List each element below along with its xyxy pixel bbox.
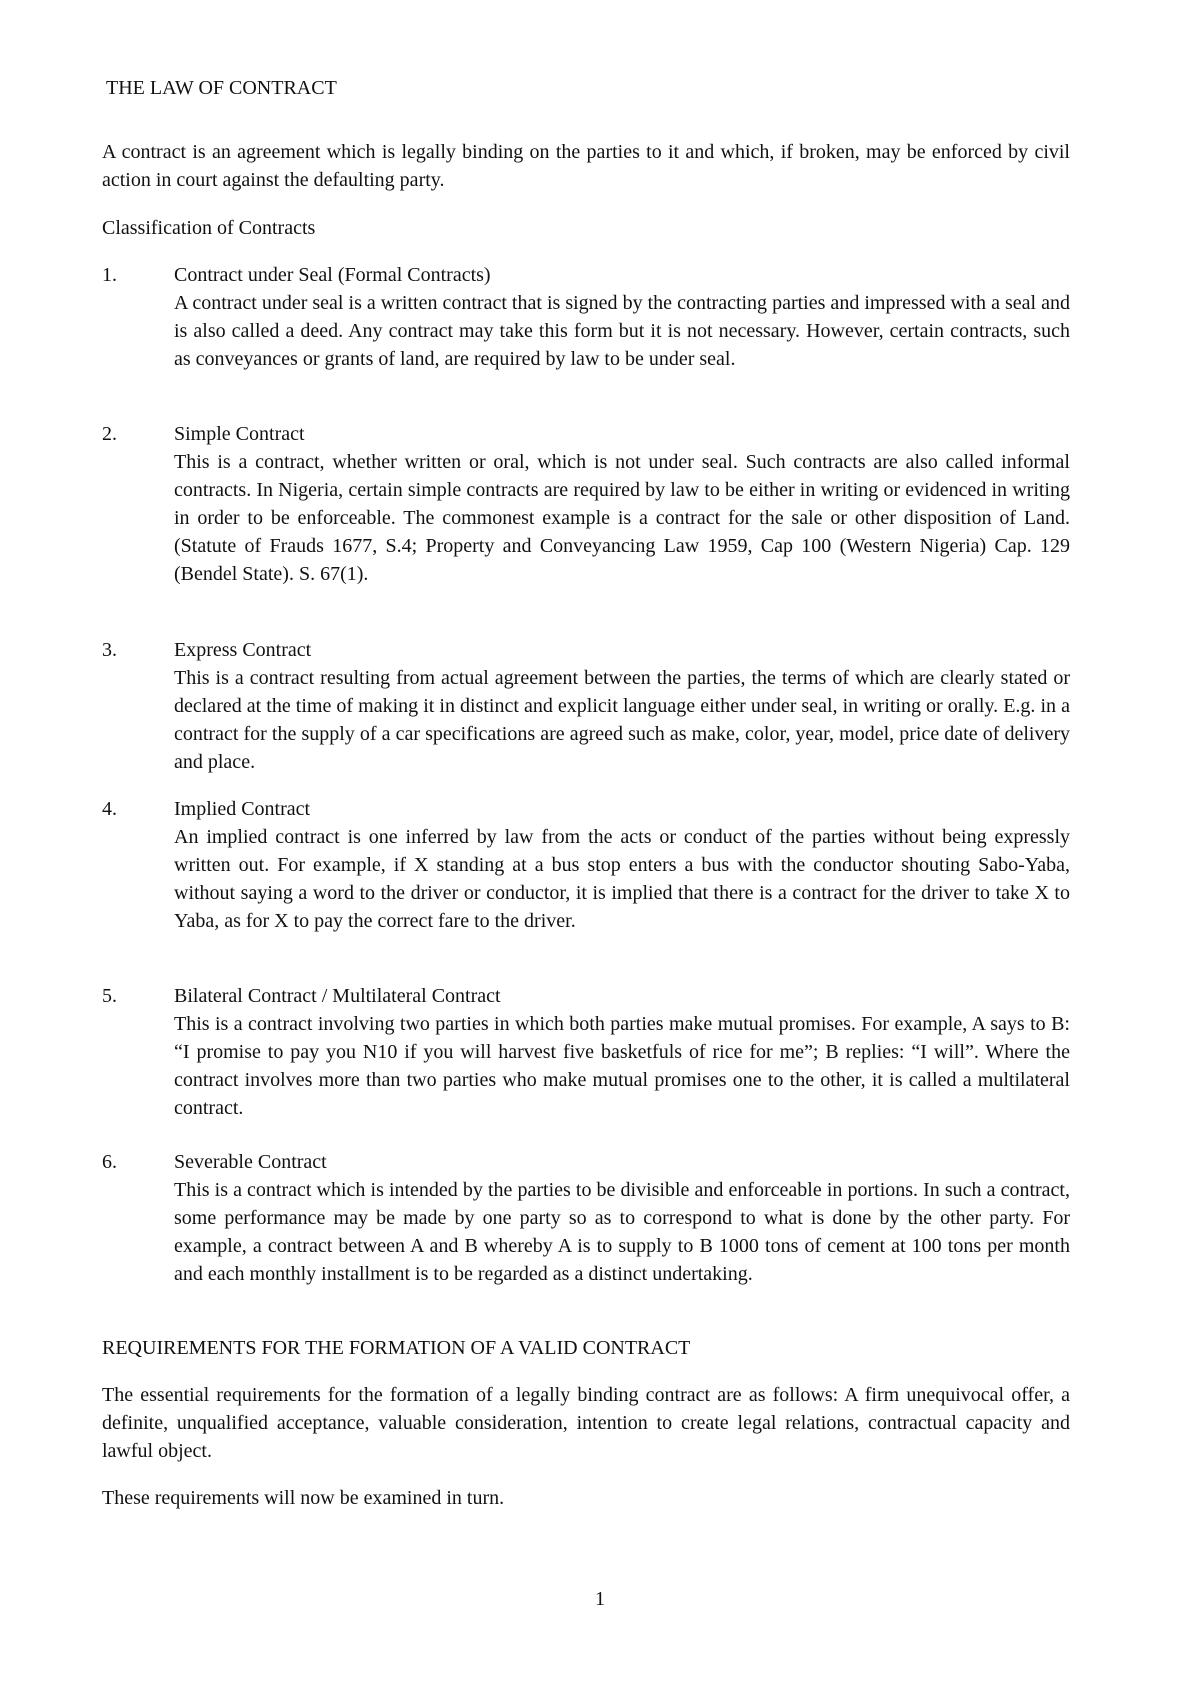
page-number: 1 xyxy=(595,1588,605,1610)
closing-paragraph: These requirements will now be examined in turn. xyxy=(102,1487,505,1509)
item-number: 4. xyxy=(102,798,117,820)
item-body: A contract under seal is a written contract that is signed by the contracting parties and impressed with a seal and is also called a deed. Any contract may take this form but it is not necessary. However, certain contracts, such as conveyances or grants of land, are required by law to be under seal. xyxy=(174,292,1070,370)
item-body: This is a contract involving two parties in which both parties make mutual promises. For example, A says to B: “I promise to pay you N10 if you will harvest five basketfuls of rice for me”; B replies: “I will”. Where the contract involves more than two parties who make mutual promises one to the other, it is called a multilateral contract. xyxy=(174,1013,1070,1119)
item-body: This is a contract which is intended by the parties to be divisible and enforceable in portions. In such a contract, some performance may be made by one party so as to correspond to what is done by the other party. For example, a contract between A and B whereby A is to supply to B 1000 tons of cement at 100 tons per month and each monthly installment is to be regarded as a distinct undertaking. xyxy=(174,1179,1070,1285)
item-heading: Contract under Seal (Formal Contracts) xyxy=(174,264,491,286)
item-number: 1. xyxy=(102,264,117,286)
item-number: 5. xyxy=(102,985,117,1007)
requirements-paragraph: The essential requirements for the formation of a legally binding contract are as follows: A firm unequivocal offer, a definite, unqualified acceptance, valuable consideration, intention to create legal relations, contractual capacity and lawful object. xyxy=(102,1384,1070,1462)
item-number: 3. xyxy=(102,639,117,661)
item-body: An implied contract is one inferred by law from the acts or conduct of the parties without being expressly written out. For example, if X standing at a bus stop enters a bus with the conductor shouting Sabo-Yaba, without saying a word to the driver or conductor, it is implied that there is a contract for the driver to take X to Yaba, as for X to pay the correct fare to the driver. xyxy=(174,826,1070,932)
item-heading: Express Contract xyxy=(174,639,312,661)
item-body: This is a contract resulting from actual agreement between the parties, the terms of which are clearly stated or declared at the time of making it in distinct and explicit language either under seal, in writing or orally. E.g. in a contract for the supply of a car specifications are agreed such as make, color, year, model, price date of delivery and place. xyxy=(174,667,1070,773)
document-title: THE LAW OF CONTRACT xyxy=(106,77,337,99)
item-number: 2. xyxy=(102,423,117,445)
item-heading: Severable Contract xyxy=(174,1151,327,1173)
item-heading: Implied Contract xyxy=(174,798,311,820)
item-heading: Bilateral Contract / Multilateral Contract xyxy=(174,985,501,1007)
item-heading: Simple Contract xyxy=(174,423,305,445)
classification-heading: Classification of Contracts xyxy=(102,217,316,239)
intro-paragraph: A contract is an agreement which is legally binding on the parties to it and which, if broken, may be enforced by civil action in court against the defaulting party. xyxy=(102,141,1070,191)
item-body: This is a contract, whether written or oral, which is not under seal. Such contracts are also called informal contracts. In Nigeria, certain simple contracts are required by law to be either in writing or evidenced in writing in order to be enforceable. The commonest example is a contract for the sale or other disposition of Land. (Statute of Frauds 1677, S.4; Property and Conveyancing Law 1959, Cap 100 (Western Nigeria) Cap. 129 (Bendel State). S. 67(1). xyxy=(174,451,1070,585)
item-number: 6. xyxy=(102,1151,117,1173)
requirements-heading: REQUIREMENTS FOR THE FORMATION OF A VALID CONTRACT xyxy=(102,1337,691,1359)
